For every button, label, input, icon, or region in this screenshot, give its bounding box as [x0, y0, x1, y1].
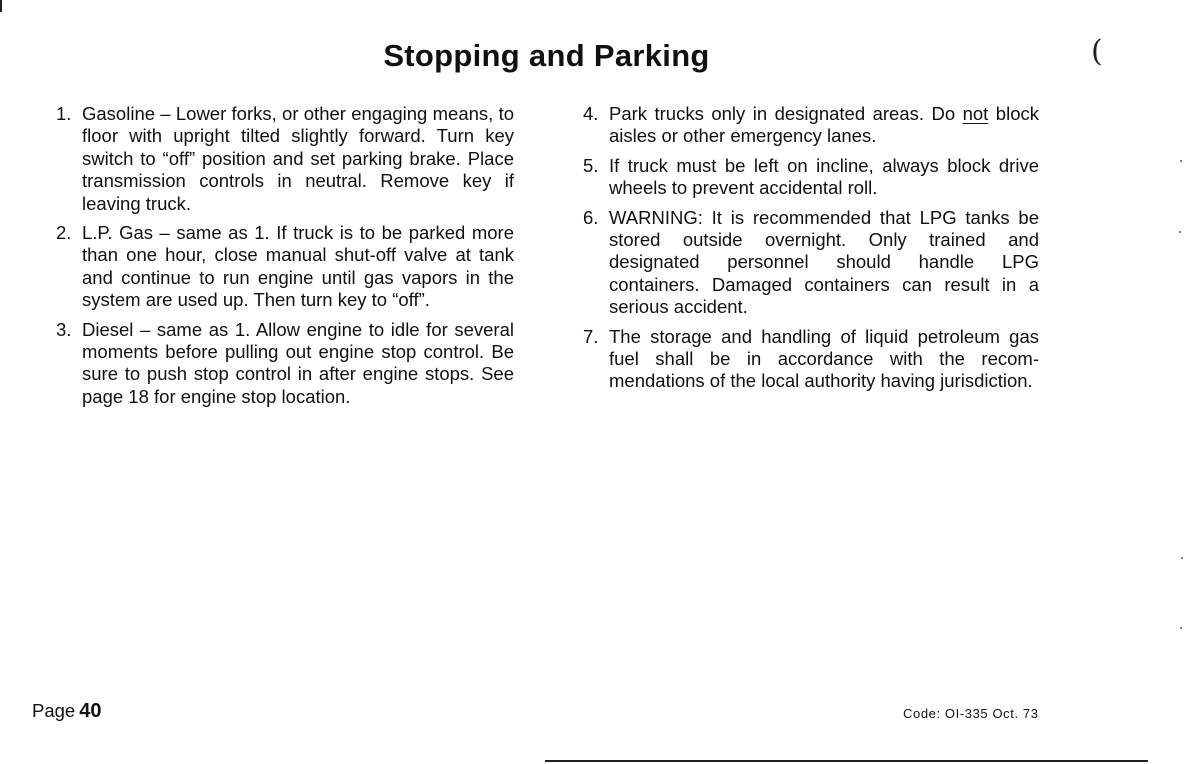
item-number: 6. [583, 206, 599, 228]
list-item [583, 207, 1039, 319]
item-text: Diesel – same as 1. Allow engine to idle for several moments before pulling out engine stop control. Be sure to push stop control in after engine stops. See page 18 for engine stop location. [82, 318, 514, 407]
scan-speck [1181, 557, 1183, 559]
list-item [583, 326, 1039, 393]
scan-speck [1179, 231, 1181, 233]
list-item [56, 222, 514, 312]
scan-speck [1180, 627, 1182, 629]
page-number-label [32, 700, 101, 723]
item-text: Gasoline – Lower forks, or other engaging means, to floor with upright tilted slightly forward. Turn key switch to “off” position and set parking brake. Place transmission controls in neutral. Remove key if leaving truck. [82, 103, 514, 214]
item-number: 1. [56, 103, 72, 124]
emphasis-not: not [962, 103, 989, 124]
item-text: L.P. Gas – same as 1. If truck is to be parked more than one hour, close manual shut-off valve at tank and continue to run engine until gas vapors in the system are used up. Then turn key to “off”. [82, 222, 514, 311]
item-text-after: block aisles or other emergency lanes. [609, 103, 1039, 147]
page-number: 40 [79, 700, 102, 722]
item-text: WARNING: It is recommended that LPG tanks be stored outside overnight. Only trained and designated personnel should handle LPG containers. Damaged containers can result in a serious accident. [609, 206, 1039, 318]
bottom-rule-divider [545, 760, 1148, 762]
item-number: 4. [583, 103, 599, 124]
document-code: Code: OI-335 Oct. 73 [903, 706, 1039, 721]
scan-speck [1180, 160, 1182, 162]
list-item [56, 319, 514, 409]
page-title: Stopping and Parking [383, 38, 710, 73]
list-item [56, 103, 514, 215]
page-label: Page [32, 700, 76, 721]
item-text-before: Park trucks only in designated areas. Do [609, 103, 963, 124]
list-item [583, 155, 1039, 200]
item-number: 5. [583, 154, 599, 176]
margin-paren-mark: ( [1091, 34, 1103, 69]
left-column [56, 103, 514, 415]
item-text: If truck must be left on incline, always block drive wheels to prevent accidental roll. [609, 154, 1039, 199]
corner-mark [0, 0, 2, 12]
list-item [583, 103, 1039, 148]
item-text [609, 103, 1039, 148]
item-text: The storage and handling of liquid petroleum gas fuel shall be in accordance with the recommendations of the local authority having jurisdiction. [609, 325, 1039, 392]
item-number: 7. [583, 325, 599, 347]
item-number: 2. [56, 222, 72, 244]
item-number: 3. [56, 318, 72, 340]
right-column [583, 103, 1039, 400]
